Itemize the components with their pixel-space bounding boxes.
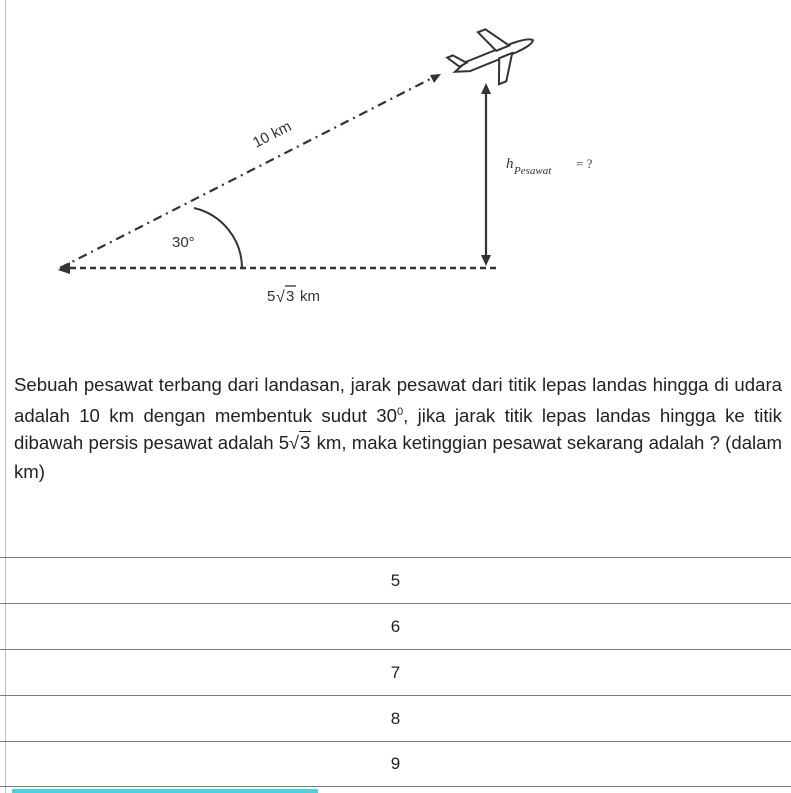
height-label-sub: Pesawat — [514, 165, 552, 177]
question-angle-degree: 0 — [396, 405, 404, 418]
question-text — [14, 371, 782, 485]
answer-option-3[interactable] — [0, 649, 791, 695]
answer-option-label: 7 — [390, 662, 401, 682]
base-sqrt-sign: √ — [276, 289, 285, 306]
answer-option-2[interactable] — [0, 603, 791, 649]
angle-label: 30° — [172, 234, 195, 251]
answer-options — [0, 557, 791, 787]
hypotenuse-arrow-end — [430, 74, 441, 83]
triangle-diagram — [0, 0, 791, 340]
question-distance — [279, 429, 312, 458]
question-distance-prefix: 5 — [278, 432, 290, 454]
accent-bar — [12, 789, 318, 793]
answer-option-label: 6 — [390, 616, 401, 636]
hypotenuse-arrow-start — [58, 262, 70, 274]
airplane-icon — [443, 14, 544, 98]
base-label-unit: km — [300, 288, 320, 305]
answer-option-1[interactable] — [0, 557, 791, 603]
question-part-1: Sebuah pesawat terbang dari landasan, jarak pesawat dari titik lepas landas hingga di udara adalah 10 km dengan membentuk sudut — [14, 374, 782, 426]
question-part-2: , jika jarak titik lepas landas hingga ke titik dibawah persis pesawat adalah — [14, 404, 782, 454]
question-angle: 30 — [376, 404, 397, 426]
question-distance-radicand: 3 — [300, 432, 311, 454]
base-label — [267, 286, 320, 306]
height-arrow-top — [481, 83, 491, 94]
sqrt-sign: √ — [289, 433, 300, 454]
height-label-rest: = ? — [576, 156, 593, 171]
height-label-var: h — [506, 156, 514, 172]
answer-option-label: 5 — [390, 570, 401, 590]
answer-option-label: 8 — [390, 708, 401, 728]
angle-arc — [194, 208, 242, 268]
height-arrow-bottom — [481, 255, 491, 266]
answer-option-5[interactable] — [0, 741, 791, 787]
height-label — [506, 156, 593, 177]
base-label-radicand: 3 — [286, 288, 295, 305]
base-label-prefix: 5 — [267, 288, 276, 305]
hypotenuse-line — [60, 75, 438, 268]
hypotenuse-label: 10 km — [250, 117, 295, 152]
answer-option-4[interactable] — [0, 695, 791, 741]
answer-option-label: 9 — [390, 754, 401, 773]
question-part-3: km, maka ketinggian pesawat sekarang adalah ? (dalam km) — [14, 432, 782, 482]
